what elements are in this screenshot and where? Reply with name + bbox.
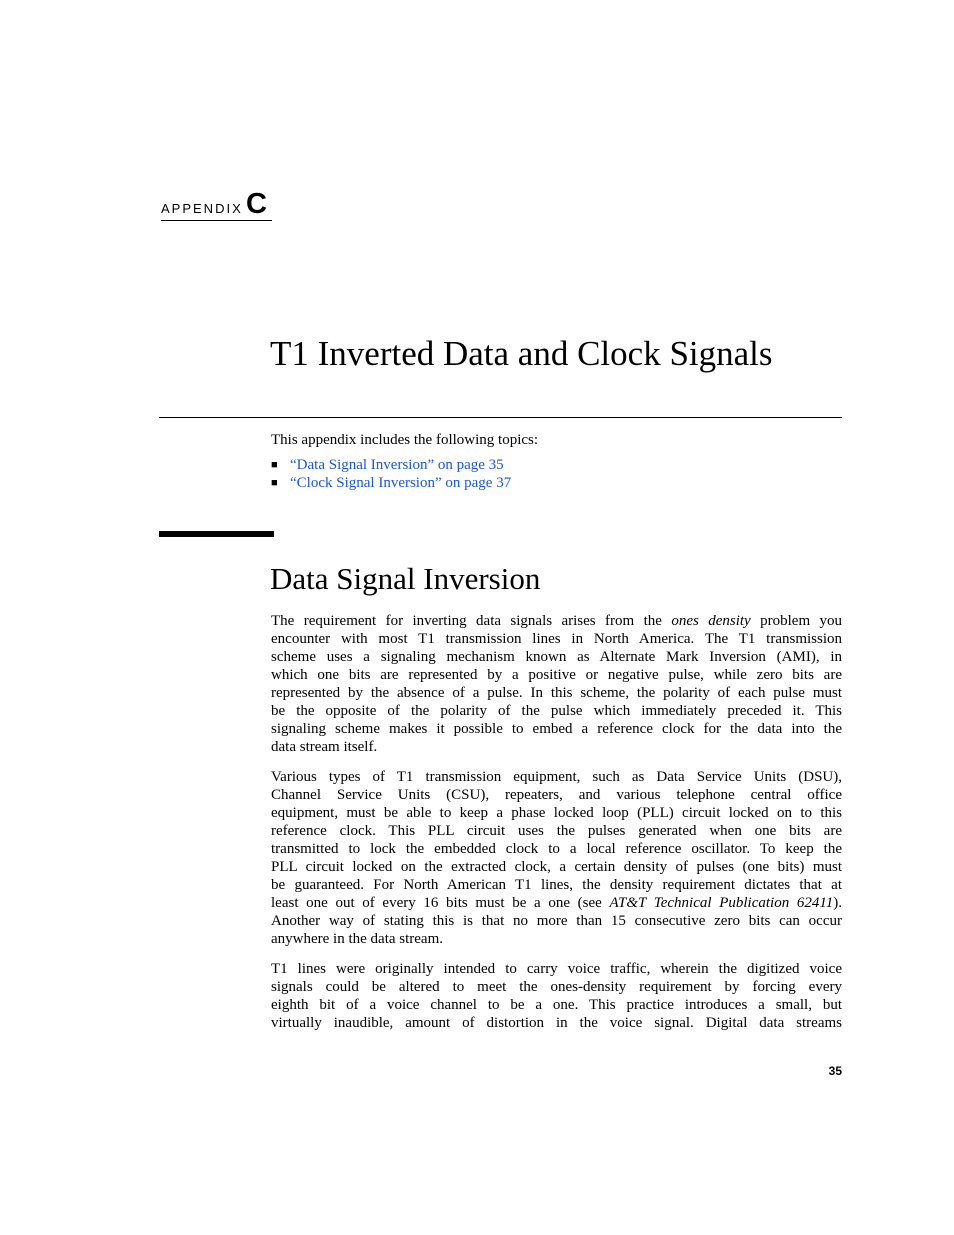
intro-text: This appendix includes the following topics: (271, 432, 539, 448)
emphasis-publication-title: AT&T Technical Publication 62411 (609, 895, 834, 911)
paragraph-2 (271, 768, 842, 948)
text-line: equipment, must be able to keep a phase locked loop (PLL) circuit locked on to this (271, 805, 842, 821)
appendix-letter: C (246, 188, 267, 220)
text-line: represented by the absence of a pulse. In this scheme, the polarity of each pulse must (271, 685, 842, 701)
text-run: least one out of every 16 bits must be a one (see (271, 895, 610, 911)
text-line: which one bits are represented by a positive or negative pulse, while zero bits are (271, 667, 842, 683)
page-number: 35 (828, 1064, 842, 1078)
text-run: The requirement for inverting data signals arises from the (271, 613, 672, 629)
appendix-word: APPENDIX (161, 201, 243, 216)
text-line: PLL circuit locked on the extracted clock, a certain density of pulses (one bits) must (271, 859, 842, 875)
text-line: signaling scheme makes it possible to embed a reference clock for the data into the (271, 721, 842, 737)
text-line: T1 lines were originally intended to carry voice traffic, wherein the digitized voice (271, 961, 842, 977)
text-line: scheme uses a signaling mechanism known as Alternate Mark Inversion (AMI), in (271, 649, 842, 665)
link-clock-signal-inversion[interactable]: “Clock Signal Inversion” on page 37 (290, 475, 512, 491)
chapter-title: T1 Inverted Data and Clock Signals (270, 334, 773, 373)
text-run: ). (833, 895, 842, 911)
text-line: be the opposite of the polarity of the pulse which immediately preceded it. This (271, 703, 842, 719)
text-line: signals could be altered to meet the ones-density requirement by forcing every (271, 979, 842, 995)
text-line: eighth bit of a voice channel to be a one. This practice introduces a small, but (271, 997, 842, 1013)
chapter-divider (159, 417, 842, 418)
topic-item-clock-signal-inversion (271, 474, 511, 492)
text-line: Various types of T1 transmission equipment, such as Data Service Units (DSU), (271, 769, 842, 785)
square-bullet-icon: ■ (271, 477, 278, 489)
link-data-signal-inversion[interactable]: “Data Signal Inversion” on page 35 (290, 457, 504, 473)
topic-list (271, 456, 511, 492)
topic-item-data-signal-inversion (271, 456, 511, 474)
appendix-label (161, 189, 272, 221)
section-marker-bar (159, 531, 274, 537)
text-line: encounter with most T1 transmission lines in North America. The T1 transmission (271, 631, 842, 647)
text-line: transmitted to lock the embedded clock to a local reference oscillator. To keep the (271, 841, 842, 857)
paragraph-3 (271, 960, 842, 1032)
text-line: virtually inaudible, amount of distortion in the voice signal. Digital data streams (271, 1015, 842, 1031)
text-line: data stream itself. (271, 739, 378, 755)
text-line: Channel Service Units (CSU), repeaters, and various telephone central office (271, 787, 842, 803)
emphasis-ones-density: ones density (671, 613, 751, 629)
text-line: Another way of stating this is that no more than 15 consecutive zero bits can occur (271, 913, 842, 929)
paragraph-1 (271, 612, 842, 756)
text-line: anywhere in the data stream. (271, 931, 444, 947)
text-line (271, 612, 842, 630)
text-line (271, 894, 842, 912)
text-line: be guaranteed. For North American T1 lines, the density requirement dictates that at (271, 877, 842, 893)
text-run: problem you (750, 613, 843, 629)
text-line: reference clock. This PLL circuit uses the pulses generated when one bits are (271, 823, 842, 839)
square-bullet-icon: ■ (271, 459, 278, 471)
section-title: Data Signal Inversion (270, 561, 541, 596)
